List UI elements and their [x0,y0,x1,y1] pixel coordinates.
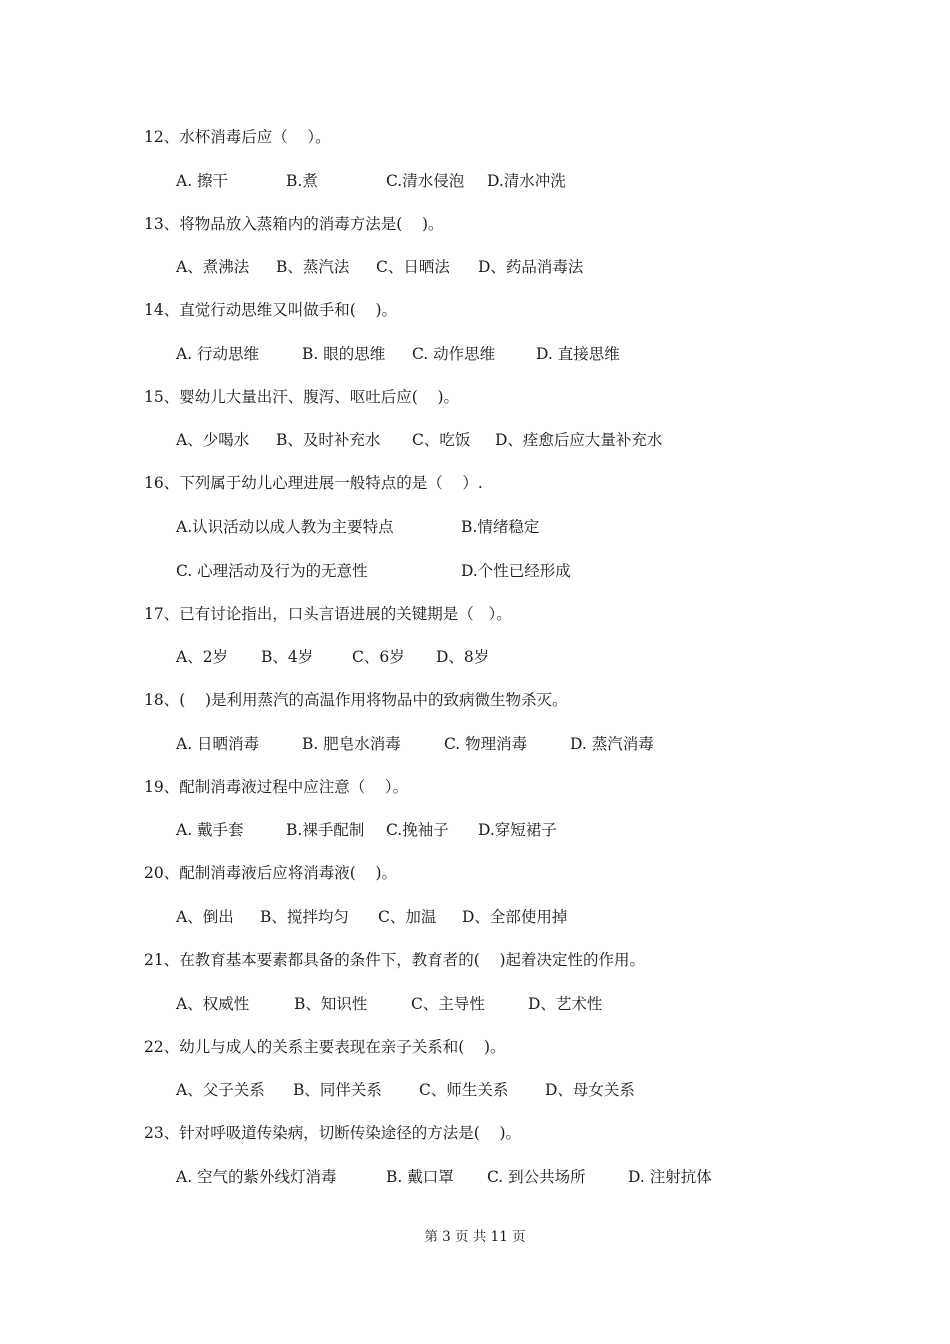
option-c: C. 到公共场所 [487,1168,586,1186]
option-d: D. 直接思维 [536,345,620,363]
option-d: D、母女关系 [545,1081,635,1099]
option-b: B、同伴关系 [293,1081,382,1099]
option-c: C、师生关系 [419,1081,509,1099]
option-a: A.认识活动以成人教为主要特点 [176,518,394,536]
option-c: C、日晒法 [376,258,450,276]
option-d: D.个性已经形成 [461,562,571,580]
option-b: B、搅拌均匀 [260,908,349,926]
question-14: 14、直觉行动思维又叫做手和( )。 [144,301,398,319]
question-21: 21、在教育基本要素都具备的条件下，教育者的( )起着决定性的作用。 [144,951,646,969]
option-b: B、及时补充水 [276,431,381,449]
option-a: A、2岁 [176,648,229,666]
option-b: B.煮 [286,172,318,190]
option-a: A、少喝水 [176,431,250,449]
option-d: D、8岁 [436,648,490,666]
option-b: B. 戴口罩 [386,1168,454,1186]
option-c: C、6岁 [352,648,405,666]
option-b: B、4岁 [261,648,314,666]
option-a: A. 空气的紫外线灯消毒 [176,1168,337,1186]
question-13: 13、将物品放入蒸箱内的消毒方法是( )。 [144,215,444,233]
option-a: A、煮沸法 [176,258,250,276]
option-b: B.裸手配制 [286,821,365,839]
question-18: 18、( )是利用蒸汽的高温作用将物品中的致病微生物杀灭。 [144,691,568,709]
option-b: B.情绪稳定 [461,518,540,536]
question-12: 12、水杯消毒后应（ ）。 [144,128,331,146]
option-b: B. 肥皂水消毒 [302,735,401,753]
option-d: D、痊愈后应大量补充水 [495,431,663,449]
question-16: 16、下列属于幼儿心理进展一般特点的是（ ）. [144,474,483,492]
option-a: A、权威性 [176,995,250,1013]
option-a: A、父子关系 [176,1081,265,1099]
question-19: 19、配制消毒液过程中应注意（ ）。 [144,778,409,796]
question-23: 23、针对呼吸道传染病，切断传染途径的方法是( )。 [144,1124,522,1142]
option-c: C. 动作思维 [412,345,496,363]
option-b: B、蒸汽法 [276,258,350,276]
option-c: C、吃饭 [412,431,471,449]
option-a: A. 行动思维 [176,345,260,363]
option-d: D.穿短裙子 [478,821,557,839]
option-c: C. 心理活动及行为的无意性 [176,562,368,580]
option-a: A、倒出 [176,908,234,926]
page-footer: 第 3 页 共 11 页 [424,1229,526,1245]
question-17: 17、已有讨论指出，口头言语进展的关键期是（ ）。 [144,605,512,623]
option-d: D. 注射抗体 [628,1168,712,1186]
option-c: C.挽袖子 [386,821,449,839]
option-d: D. 蒸汽消毒 [570,735,654,753]
option-d: D、药品消毒法 [478,258,584,276]
option-c: C、加温 [378,908,437,926]
option-d: D、艺术性 [528,995,603,1013]
option-b: B、知识性 [294,995,368,1013]
option-a: A. 擦干 [176,172,229,190]
question-15: 15、婴幼儿大量出汗、腹泻、呕吐后应( )。 [144,388,460,406]
question-22: 22、幼儿与成人的关系主要表现在亲子关系和( )。 [144,1038,506,1056]
option-d: D.清水冲洗 [487,172,566,190]
option-b: B. 眼的思维 [302,345,386,363]
option-c: C、主导性 [411,995,485,1013]
option-c: C. 物理消毒 [444,735,528,753]
option-d: D、全部使用掉 [462,908,568,926]
option-a: A. 日晒消毒 [176,735,260,753]
option-c: C.清水侵泡 [386,172,465,190]
option-a: A. 戴手套 [176,821,244,839]
question-20: 20、配制消毒液后应将消毒液( )。 [144,864,398,882]
